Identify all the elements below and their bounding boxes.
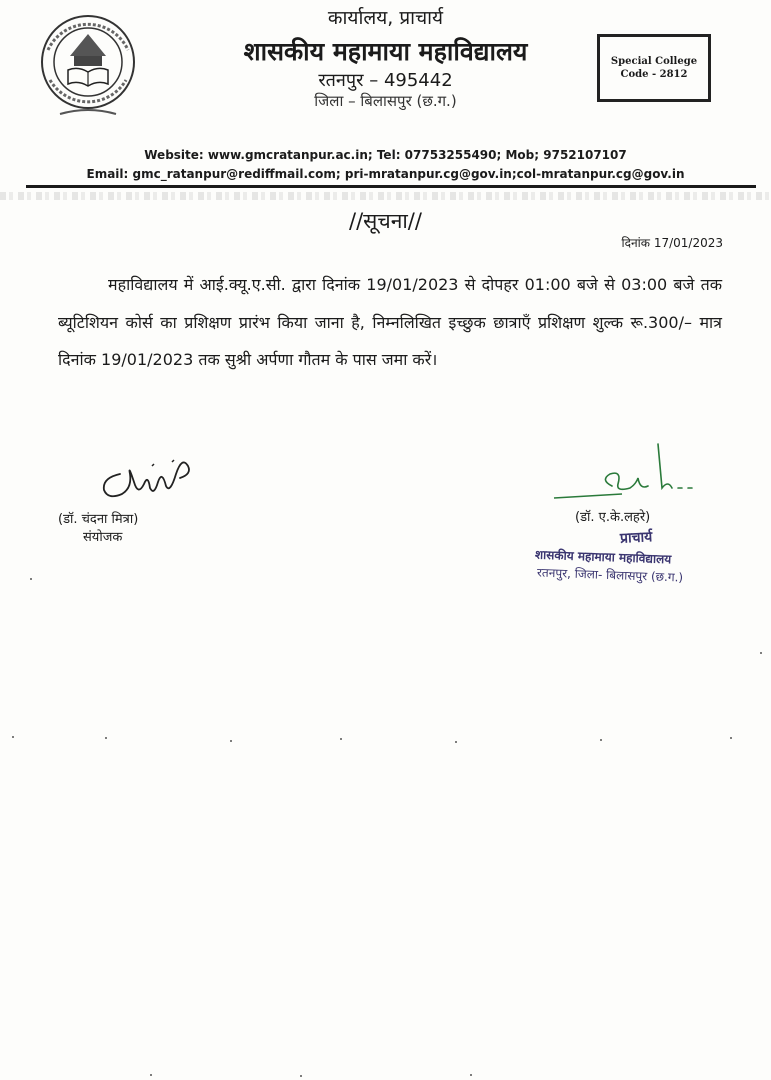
principal-signature <box>552 440 702 510</box>
stamp-designation: प्राचार्य <box>619 529 653 547</box>
notice-title: //सूचना// <box>349 209 422 233</box>
district-line: जिला – बिलासपुर (छ.ग.) <box>314 92 457 110</box>
email-contact-line: Email: gmc_ratanpur@rediffmail.com; pri-mratanpur.cg@gov.in;col-mratanpur.cg@gov.in <box>86 167 685 181</box>
college-code-box <box>597 34 711 102</box>
stamp-address: रतनपुर, जिला- बिलासपुर (छ.ग.) <box>536 565 684 585</box>
code-box-line2: Code - 2812 <box>620 69 688 80</box>
college-name: शासकीय महामाया महाविद्यालय <box>243 37 528 66</box>
scan-noise-strip <box>0 192 771 200</box>
notice-date: दिनांक 17/01/2023 <box>621 236 723 250</box>
city-pincode: रतनपुर – 495442 <box>318 70 453 91</box>
header-divider <box>26 185 756 188</box>
office-line: कार्यालय, प्राचार्य <box>327 7 444 29</box>
notice-body: महाविद्यालय में आई.क्यू.ए.सी. द्वारा दिनांक 19/01/2023 से दोपहर 01:00 बजे से 03:00 बजे तक ब्यूटिशियन कोर्स का प्रशिक्षण प्रारंभ किया जाना है, निम्नलिखित इच्छुक छात्राएँ प्रशिक्षण शुल्क रू.300/– मात्र दिनांक 19/01/2023 तक सुश्री अर्पणा गौतम के पास जमा करें। <box>58 275 722 369</box>
coordinator-name: (डॉ. चंदना मित्रा) <box>58 512 139 527</box>
coordinator-designation: संयोजक <box>83 530 123 545</box>
principal-name: (डॉ. ए.के.लहरे) <box>575 510 651 525</box>
coordinator-signature <box>92 444 202 504</box>
website-contact-line: Website: www.gmcratanpur.ac.in; Tel: 07753255490; Mob; 9752107107 <box>144 148 627 162</box>
principal-stamp <box>525 528 725 590</box>
code-box-line1: Special College <box>610 56 698 67</box>
stamp-college-name: शासकीय महामाया महाविद्यालय <box>534 547 672 567</box>
